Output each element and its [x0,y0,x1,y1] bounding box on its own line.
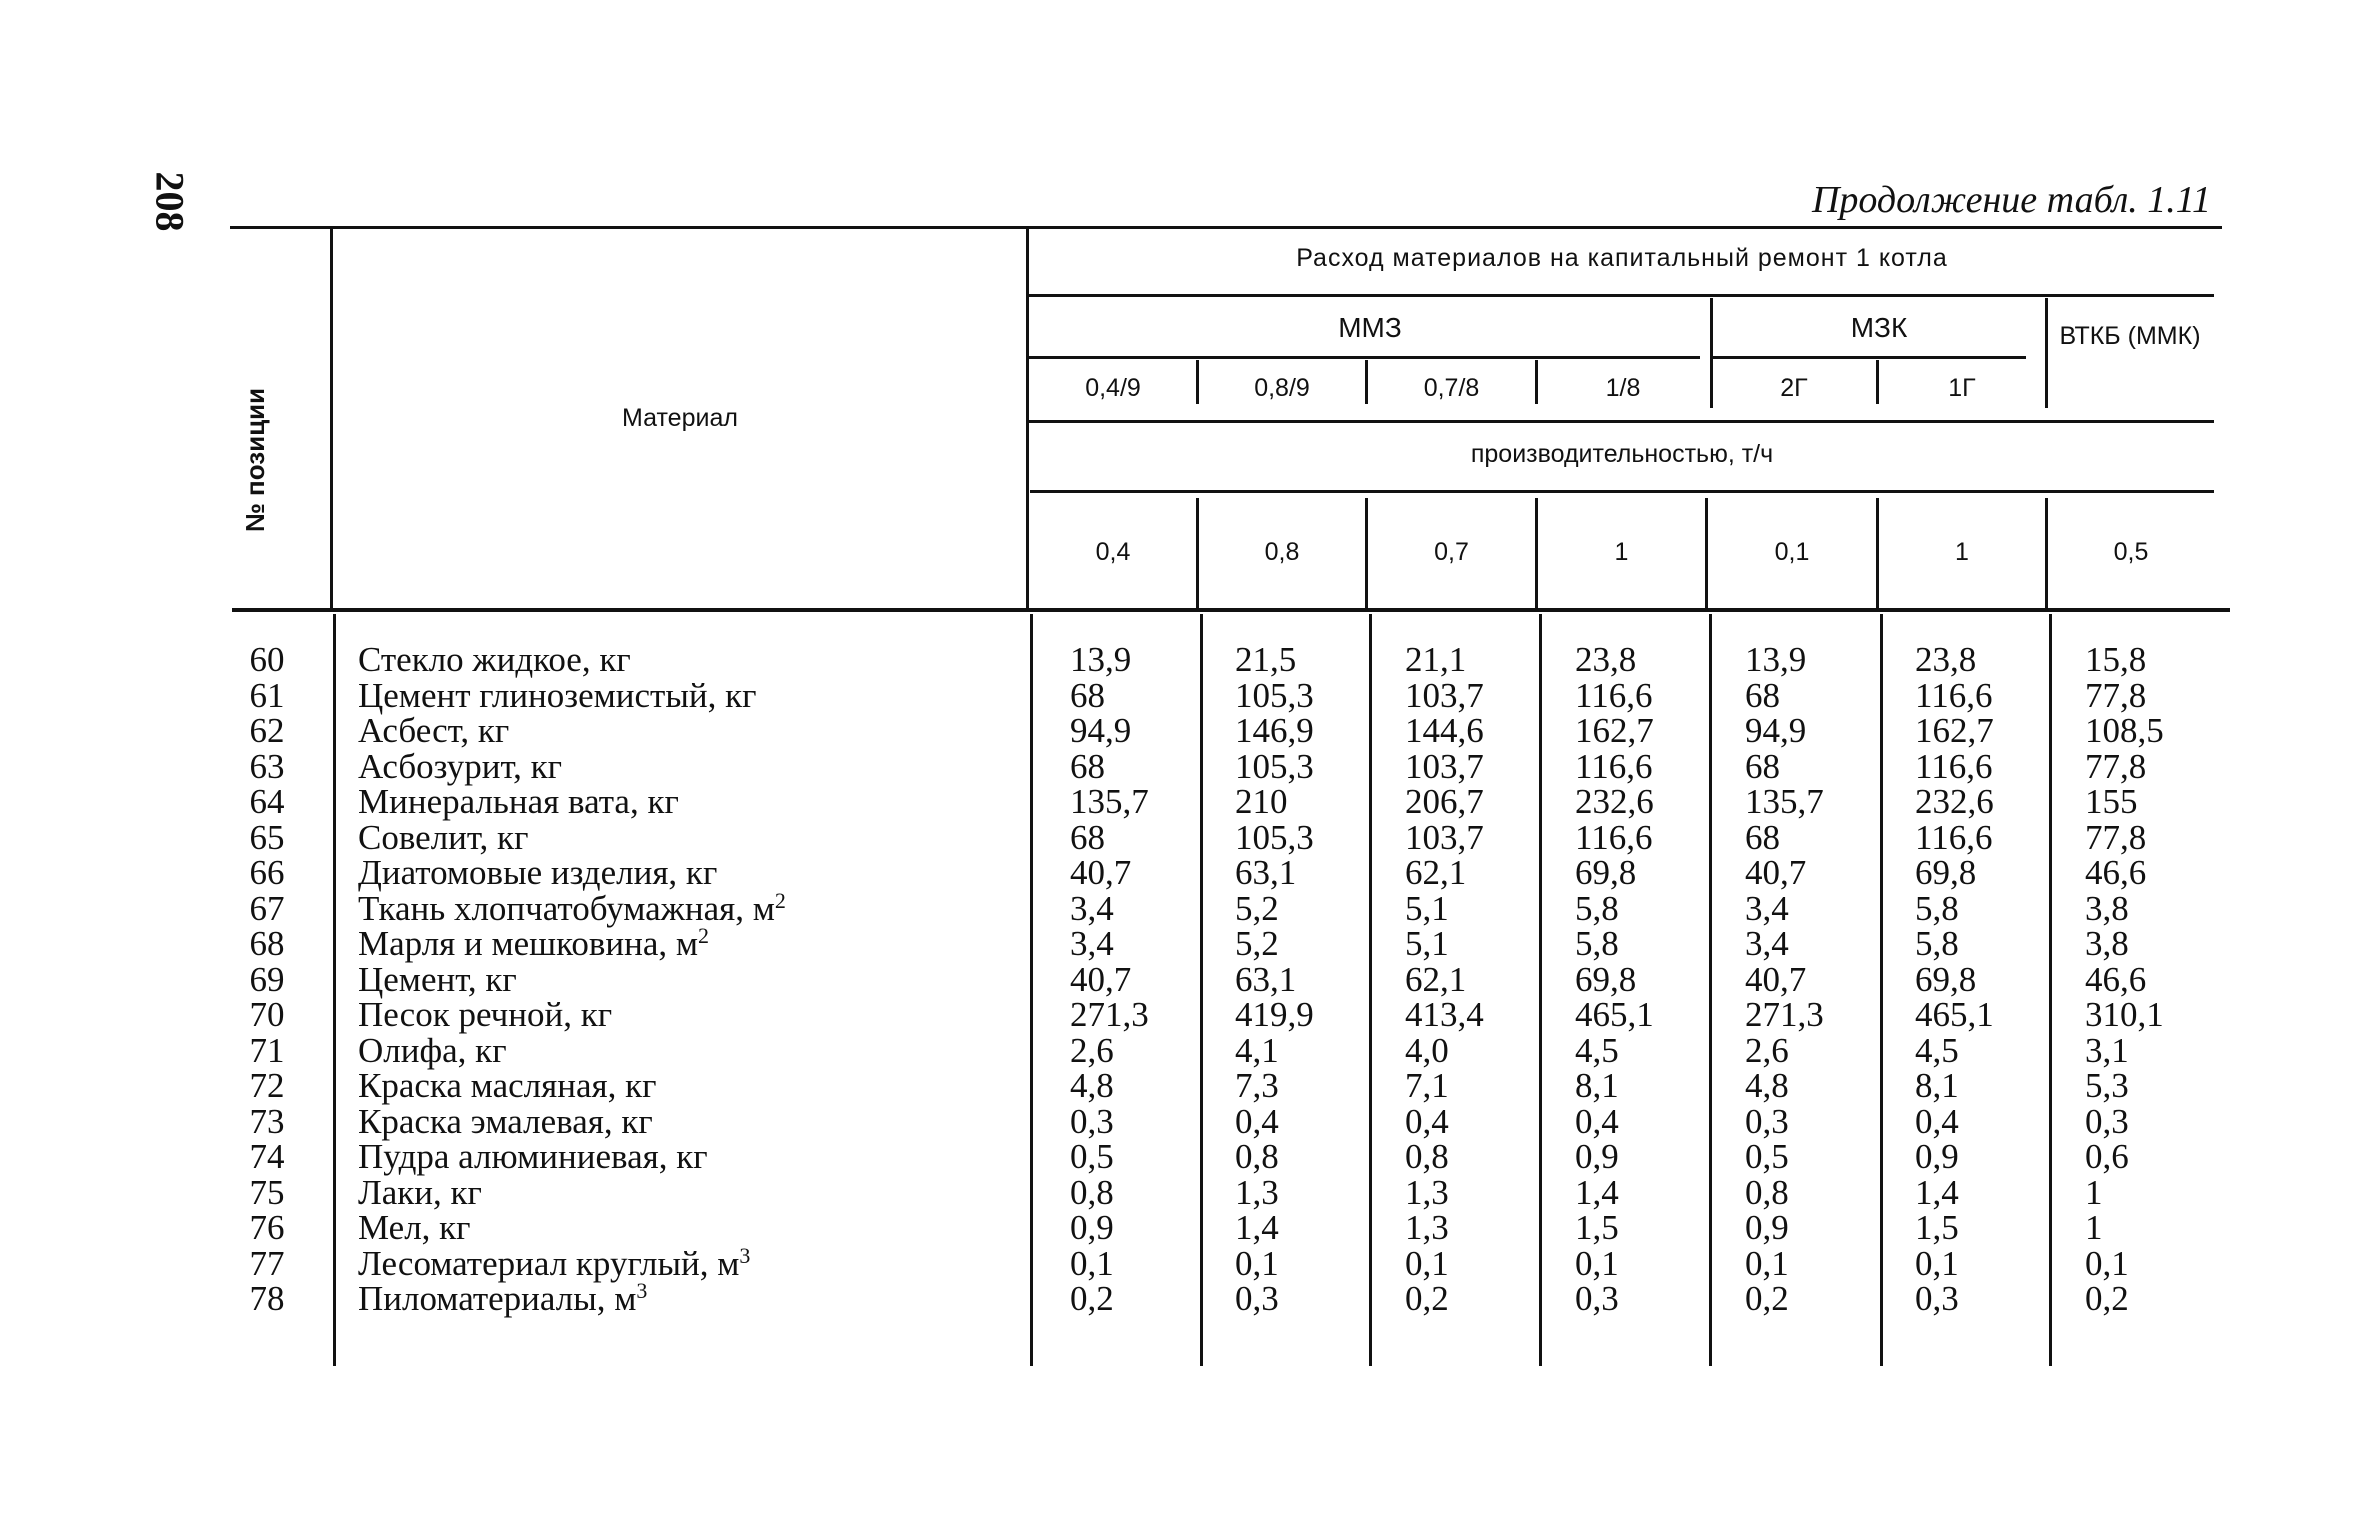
material-name [358,1139,708,1175]
table-row [0,675,2363,715]
value-cell: 69,8 [1575,959,1637,999]
value-cell: 116,6 [1915,675,1993,715]
value-cell: 3,4 [1745,888,1789,928]
value-cell: 40,7 [1070,853,1132,892]
table-row [0,923,2363,963]
model-5: 1Г [1948,374,1976,402]
value-cell: 69,8 [1575,853,1637,892]
value-cell: 3,4 [1745,924,1789,963]
position-number: 65 [249,817,285,857]
value-cell: 0,2 [1405,1279,1449,1318]
model-rule-mmz [1028,356,1700,359]
value-cell: 1,5 [1575,1208,1619,1247]
value-cell: 62,1 [1405,959,1467,999]
material-text: Пиломатериалы, м [358,1279,637,1318]
value-cell: 1,3 [1405,1172,1449,1212]
value-cell: 1,4 [1235,1208,1279,1247]
value-cell: 135,7 [1070,782,1149,821]
value-cell: 40,7 [1745,853,1807,892]
value-cell: 94,9 [1070,711,1132,750]
value-cell: 5,1 [1405,888,1449,928]
value-cell: 271,3 [1070,995,1149,1034]
position-number: 67 [249,888,285,928]
value-cell: 0,6 [2085,1137,2129,1176]
table-row [0,1068,2363,1104]
value-cell: 108,5 [2085,711,2164,750]
table-row [0,1278,2363,1318]
position-number: 72 [249,1066,285,1105]
value-cell: 77,8 [2085,746,2147,786]
value-cell: 3,8 [2085,924,2129,963]
value-cell: 0,9 [1915,1137,1959,1176]
value-cell: 7,1 [1405,1066,1449,1105]
value-cell: 4,5 [1915,1030,1959,1070]
group-mmz: ММЗ [1338,312,1402,343]
position-number: 63 [249,746,285,786]
value-cell: 0,3 [1745,1101,1789,1141]
model-2: 0,7/8 [1423,374,1480,402]
value-cell: 465,1 [1575,995,1654,1034]
table-row [0,1139,2363,1175]
table-row [0,784,2363,820]
value-cell: 69,8 [1915,853,1977,892]
value-cell: 105,3 [1235,817,1314,857]
value-cell: 23,8 [1575,640,1637,679]
value-cell: 8,1 [1915,1066,1959,1105]
value-cell: 0,9 [1575,1137,1619,1176]
value-cell: 162,7 [1915,711,1994,750]
productivity-4: 0,1 [1774,538,1810,566]
productivity-1: 0,8 [1264,538,1300,566]
position-number: 78 [249,1279,285,1318]
table-row [0,997,2363,1033]
value-cell: 5,3 [2085,1066,2129,1105]
material-name [358,959,517,999]
value-cell: 0,3 [2085,1101,2129,1141]
value-cell: 68 [1070,817,1105,857]
productivity-5: 1 [1955,538,1969,566]
material-text: Диатомовые изделия, кг [358,853,718,892]
value-cell: 5,8 [1915,888,1959,928]
value-cell: 144,6 [1405,711,1484,750]
value-cell: 0,4 [1915,1101,1959,1141]
model-1: 0,8/9 [1254,374,1310,402]
value-cell: 68 [1745,746,1780,786]
main-group-header: Расход материалов на капитальный ремонт 1 котла [1296,244,1948,272]
value-cell: 15,8 [2085,640,2147,679]
table-row [0,642,2363,678]
value-cell: 162,7 [1575,711,1654,750]
header-bottom-rule [232,608,2230,612]
value-cell: 103,7 [1405,675,1484,715]
table-row [0,959,2363,999]
position-number: 73 [249,1101,285,1141]
value-cell: 0,5 [1745,1137,1789,1176]
position-number: 77 [249,1243,285,1283]
material-text: Олифа, кг [358,1030,507,1070]
value-cell: 5,8 [1575,924,1619,963]
value-cell: 310,1 [2085,995,2164,1034]
material-text: Краска эмалевая, кг [358,1101,653,1141]
value-cell: 0,8 [1745,1172,1789,1212]
value-cell: 0,5 [1070,1137,1114,1176]
value-cell: 77,8 [2085,817,2147,857]
value-cell: 46,6 [2085,959,2147,999]
value-cell: 116,6 [1575,746,1653,786]
value-cell: 5,2 [1235,888,1279,928]
value-cell: 0,3 [1575,1279,1619,1318]
position-column-header: № позиции [240,387,270,533]
model-0: 0,4/9 [1085,374,1141,402]
material-text: Мел, кг [358,1208,471,1247]
productivity-2: 0,7 [1434,538,1469,566]
material-name [358,1278,648,1318]
value-cell: 4,8 [1745,1066,1789,1105]
value-cell: 105,3 [1235,675,1314,715]
col-sep-material [1026,228,1029,608]
value-cell: 0,8 [1405,1137,1449,1176]
productivity-6: 0,5 [2113,538,2149,566]
model-3: 1/8 [1605,374,1641,402]
material-text: Асбозурит, кг [358,746,563,786]
value-cell: 23,8 [1915,640,1977,679]
value-cell: 21,1 [1405,640,1467,679]
value-cell: 5,8 [1915,924,1959,963]
material-name [358,855,717,891]
productivity-bottom-rule [1030,490,2214,493]
unit-exponent: 3 [739,1242,751,1268]
material-name [358,713,509,749]
value-cell: 13,9 [1070,640,1132,679]
productivity-label: производительностью, т/ч [1470,440,1774,468]
table-row [0,887,2363,928]
position-number: 70 [249,995,285,1034]
value-cell: 5,2 [1235,924,1279,963]
table-top-rule [230,226,2222,229]
unit-exponent: 2 [698,923,710,948]
position-number: 74 [249,1137,285,1176]
material-name [358,1172,482,1212]
table-row [0,1030,2363,1070]
value-cell: 7,3 [1235,1066,1279,1105]
table-row [0,817,2363,857]
material-text: Лесоматериал круглый, м [358,1243,740,1283]
table-row [0,1210,2363,1246]
value-cell: 271,3 [1745,995,1824,1034]
value-cell: 2,6 [1070,1030,1114,1070]
value-cell: 0,2 [2085,1279,2129,1318]
value-cell: 1 [2085,1208,2103,1247]
productivity-0: 0,4 [1095,538,1131,566]
unit-exponent: 2 [774,887,786,913]
material-text: Асбест, кг [358,711,510,750]
value-cell: 40,7 [1070,959,1132,999]
group-vtkb: ВТКБ (ММК) [2059,322,2201,350]
material-name [358,1242,751,1283]
value-cell: 210 [1235,782,1288,821]
position-number: 75 [249,1172,285,1212]
value-cell: 0,2 [1745,1279,1789,1318]
value-cell: 116,6 [1575,675,1653,715]
value-cell: 0,4 [1575,1101,1619,1141]
value-cell: 206,7 [1405,782,1484,821]
table-row [0,1242,2363,1283]
value-cell: 103,7 [1405,817,1484,857]
value-cell: 68 [1745,817,1780,857]
material-column-header: Материал [622,404,738,432]
position-number: 61 [249,675,285,715]
material-name [358,1030,507,1070]
material-text: Стекло жидкое, кг [358,640,631,679]
model-4: 2Г [1780,374,1808,402]
value-cell: 1,4 [1575,1172,1619,1212]
value-cell: 465,1 [1915,995,1994,1034]
value-cell: 3,8 [2085,888,2129,928]
value-cell: 1,3 [1235,1172,1279,1212]
value-cell: 5,8 [1575,888,1619,928]
material-text: Пудра алюминиевая, кг [358,1137,708,1176]
material-text: Ткань хлопчатобумажная, м [358,888,775,928]
value-cell: 1,4 [1915,1172,1959,1212]
material-name [358,746,563,786]
value-cell: 0,1 [1235,1243,1279,1283]
value-cell: 8,1 [1575,1066,1619,1105]
group-rule [1028,294,2214,297]
material-text: Лаки, кг [358,1172,482,1212]
value-cell: 4,8 [1070,1066,1114,1105]
value-cell: 116,6 [1915,817,1993,857]
value-cell: 3,4 [1070,888,1114,928]
value-cell: 68 [1745,675,1780,715]
material-text: Песок речной, кг [358,995,613,1034]
value-cell: 4,5 [1575,1030,1619,1070]
col-sep-position [330,228,333,608]
position-number: 71 [249,1030,285,1070]
value-cell: 0,3 [1915,1279,1959,1318]
material-name [358,642,631,678]
value-cell: 3,4 [1070,924,1114,963]
value-cell: 77,8 [2085,675,2147,715]
material-text: Цемент глиноземистый, кг [358,675,757,715]
position-number: 66 [249,853,285,892]
material-text: Совелит, кг [358,817,529,857]
value-cell: 21,5 [1235,640,1297,679]
material-name [358,923,710,963]
material-name [358,675,757,715]
table-row [0,713,2363,749]
value-cell: 68 [1070,746,1105,786]
table-row [0,855,2363,891]
value-cell: 0,8 [1070,1172,1114,1212]
value-cell: 413,4 [1405,995,1484,1034]
value-cell: 0,1 [1070,1243,1114,1283]
position-number: 62 [249,711,285,750]
value-cell: 69,8 [1915,959,1977,999]
material-text: Краска масляная, кг [358,1066,657,1105]
value-cell: 62,1 [1405,853,1467,892]
productivity-3: 1 [1614,538,1629,566]
value-cell: 1 [2085,1172,2103,1212]
value-cell: 68 [1070,675,1105,715]
material-text: Минеральная вата, кг [358,782,679,821]
value-cell: 4,1 [1235,1030,1279,1070]
value-cell: 155 [2085,782,2138,821]
value-cell: 146,9 [1235,711,1314,750]
value-cell: 5,1 [1405,924,1449,963]
material-name [358,1068,656,1104]
material-name [358,784,679,820]
position-number: 68 [249,924,285,963]
material-text: Марля и мешковина, м [358,924,699,963]
value-cell: 13,9 [1745,640,1807,679]
value-cell: 0,1 [2085,1243,2129,1283]
value-cell: 1,5 [1915,1208,1959,1247]
value-cell: 40,7 [1745,959,1807,999]
value-cell: 0,1 [1915,1243,1959,1283]
material-name [358,887,786,928]
unit-exponent: 3 [636,1278,648,1303]
material-name [358,817,529,857]
value-cell: 0,4 [1405,1101,1449,1141]
value-cell: 4,0 [1405,1030,1449,1070]
material-text: Цемент, кг [358,959,517,999]
value-cell: 1,3 [1405,1208,1449,1247]
material-name [358,1101,653,1141]
value-cell: 232,6 [1915,782,1994,821]
model-rule-mzk [1712,356,2026,359]
value-cell: 0,8 [1235,1137,1279,1176]
page-number: 208 [147,171,193,232]
value-cell: 2,6 [1745,1030,1789,1070]
value-cell: 116,6 [1575,817,1653,857]
value-cell: 0,1 [1745,1243,1789,1283]
value-cell: 0,2 [1070,1279,1114,1318]
position-number: 60 [249,640,285,679]
value-cell: 0,1 [1405,1243,1449,1283]
position-number: 64 [249,782,285,821]
value-cell: 0,1 [1575,1243,1619,1283]
value-cell: 0,9 [1745,1208,1789,1247]
value-cell: 419,9 [1235,995,1314,1034]
productivity-top-rule [1028,420,2214,423]
group-mzk: МЗК [1850,312,1908,343]
material-name [358,1210,471,1246]
value-cell: 135,7 [1745,782,1824,821]
table-row [0,1172,2363,1212]
value-cell: 116,6 [1915,746,1993,786]
value-cell: 0,3 [1235,1279,1279,1318]
table-row [0,1101,2363,1141]
table-row [0,746,2363,786]
material-name [358,997,612,1033]
value-cell: 3,1 [2085,1030,2129,1070]
value-cell: 105,3 [1235,746,1314,786]
value-cell: 63,1 [1235,959,1297,999]
value-cell: 94,9 [1745,711,1807,750]
value-cell: 103,7 [1405,746,1484,786]
value-cell: 63,1 [1235,853,1297,892]
value-cell: 0,9 [1070,1208,1114,1247]
position-number: 76 [249,1208,285,1247]
value-cell: 0,4 [1235,1101,1279,1141]
value-cell: 46,6 [2085,853,2147,892]
continuation-title: Продолжение табл. 1.11 [1811,179,2211,221]
position-number: 69 [249,959,285,999]
value-cell: 0,3 [1070,1101,1114,1141]
value-cell: 232,6 [1575,782,1654,821]
